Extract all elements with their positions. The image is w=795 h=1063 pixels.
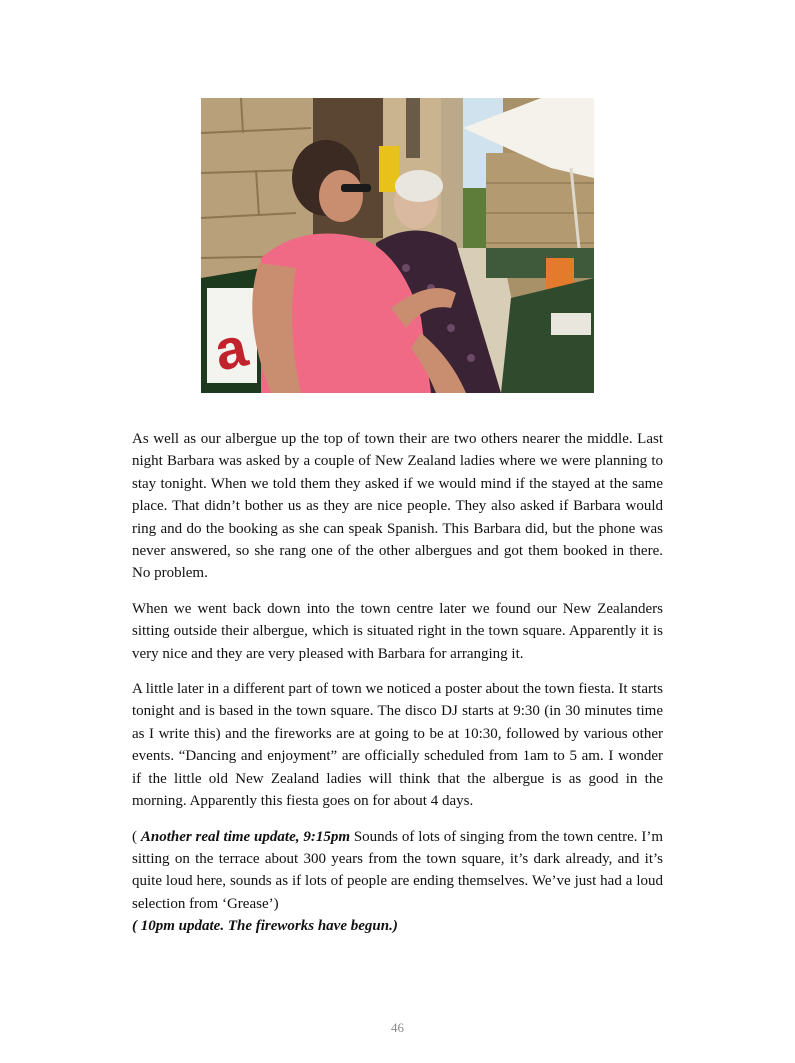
paragraph-albergue: As well as our albergue up the top of town their are two others nearer the middle. Last night Barbara was asked by a couple of New Zealand ladies where we were planning to stay tonight. When we told them they asked if we would mind if the stayed at the same place. That didn’t bother us as they are nice people. They also asked if Barbara would ring and do the booking as she can speak Spanish. This Barbara did, but the phone was never answered, so she rang one of the other albergues and got them booked in there. No problem. (132, 431, 663, 582)
photo-illustration (201, 98, 594, 393)
photo (201, 98, 594, 393)
paragraph-update (132, 826, 663, 916)
update-open: ( (132, 828, 141, 845)
update-text: Sounds of lots of singing from the town centre. I’m sitting on the terrace about 300 years from the town square, it’s dark already, and it’s quite loud here, sounds as if lots of people are ending themselves. We’ve just had a loud selection from ‘Grease’) (132, 828, 663, 912)
paragraph-fiesta: A little later in a different part of town we noticed a poster about the town fiesta. It starts tonight and is based in the town square. The disco DJ starts at 9:30 (in 30 minutes time as I write this) and the fireworks are at going to be at 10:30, followed by various other events. “Dancing and enjoyment” are officially scheduled from 1am to 5 am. I wonder if the little old New Zealand ladies will think that the albergue is as good in the morning. Apparently this fiesta goes on for about 4 days. (132, 681, 663, 810)
svg-text:a: a (208, 314, 253, 383)
final-update-line: ( 10pm update. The fireworks have begun.) (132, 918, 398, 935)
page-number: 46 (391, 1020, 404, 1035)
article-body (132, 428, 663, 951)
update-heading: Another real time update, 9:15pm (140, 828, 350, 845)
paragraph-new-zealanders: When we went back down into the town centre later we found our New Zealanders sitting outside their albergue, which is situated right in the town square. Apparently it is very nice and they are very pleased with Barbara for arranging it. (132, 600, 663, 662)
